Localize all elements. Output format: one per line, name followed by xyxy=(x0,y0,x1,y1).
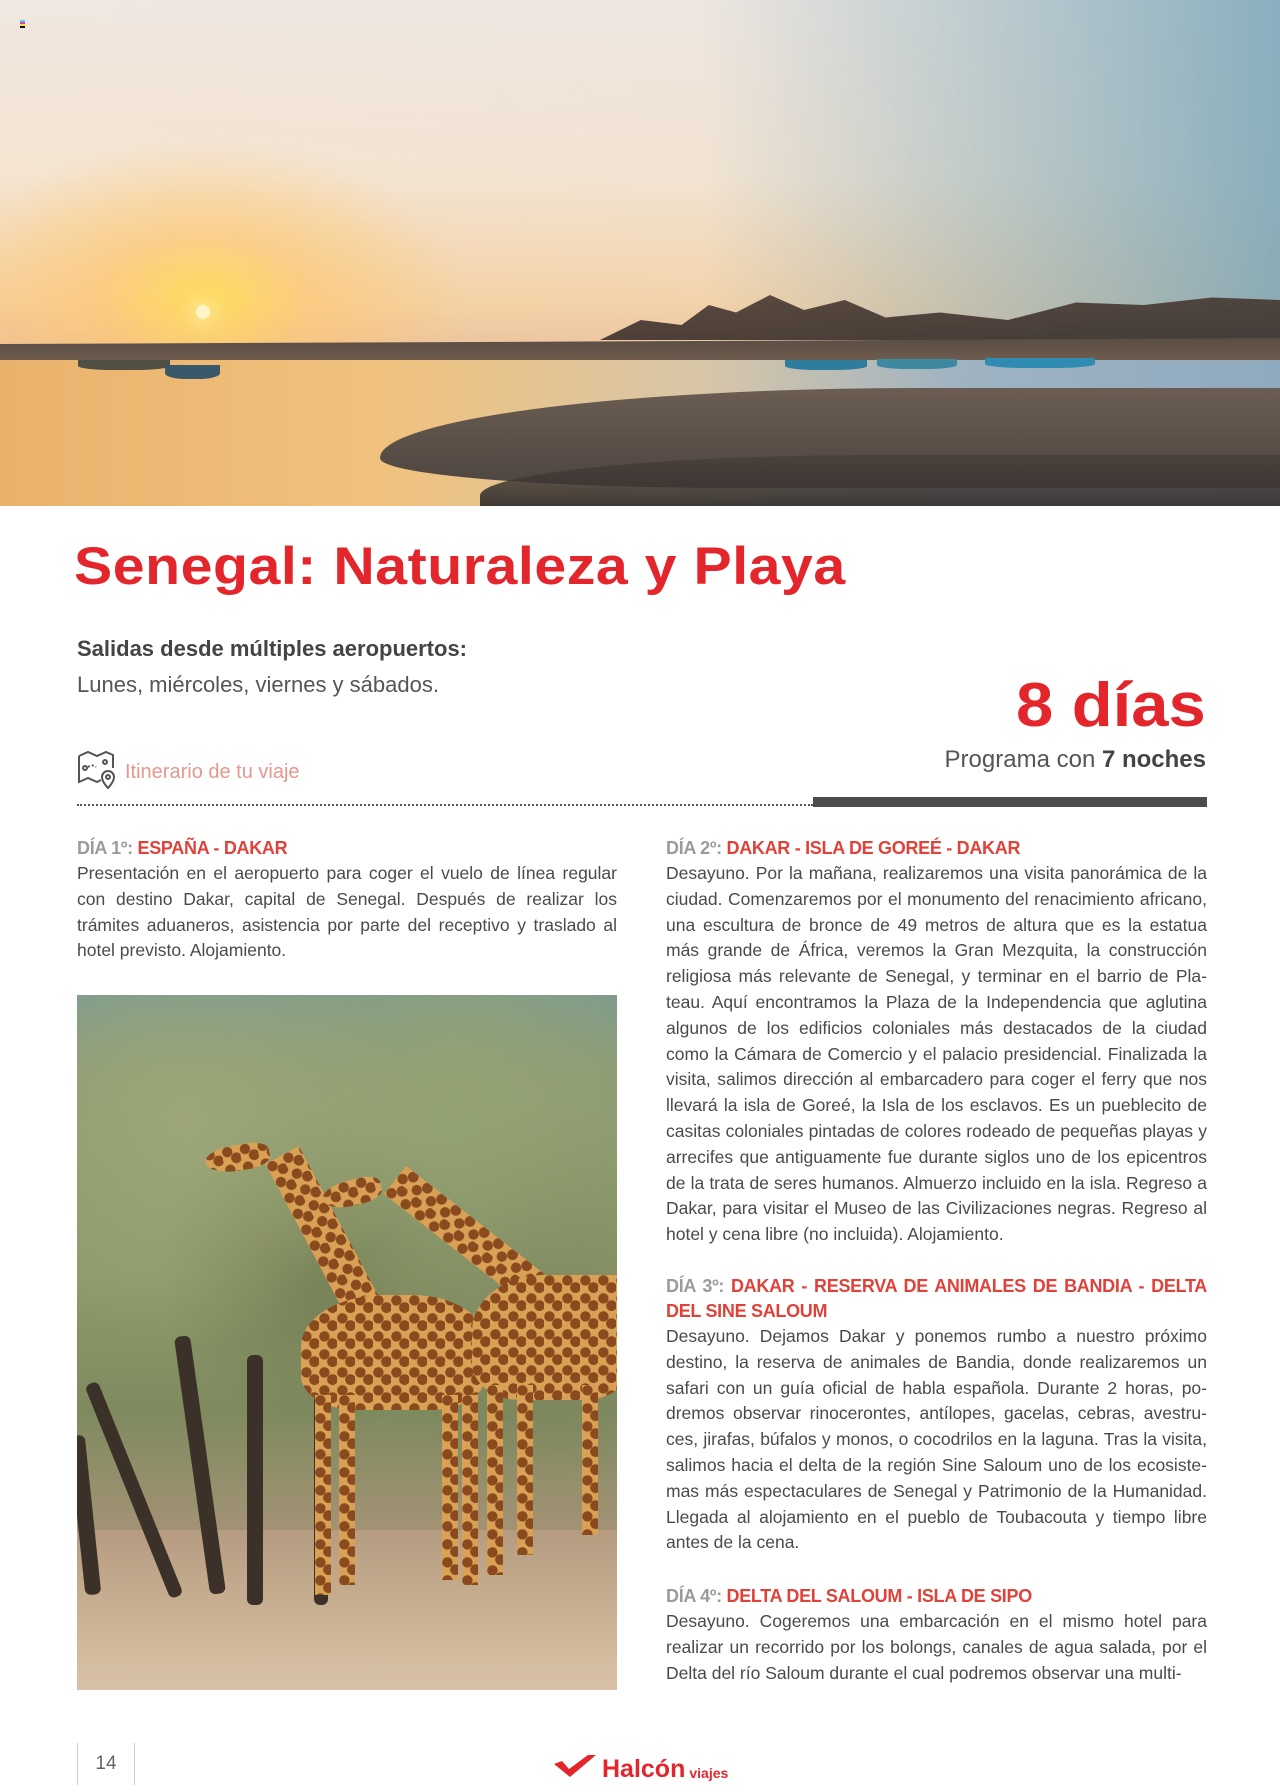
page-title: Senegal: Naturaleza y Playa xyxy=(74,537,846,596)
dotted-divider xyxy=(77,804,813,806)
program-nights-count: 7 noches xyxy=(1101,746,1206,773)
day-description: Desayuno. Cogeremos una embarcación en el mismo hotel para realizar un recorrido por los bolongs, canales de agua salada, por el Delta del río Saloum durante el cual podremos observar una multi- xyxy=(666,1611,1207,1683)
giraffe-photo xyxy=(77,995,617,1690)
day-number: DÍA 4º: xyxy=(666,1586,722,1606)
page-number: 14 xyxy=(77,1743,135,1785)
day-number: DÍA 2º: xyxy=(666,838,722,858)
day-entry-1 xyxy=(77,836,617,964)
hero-photo-sunset-beach xyxy=(0,0,1280,506)
print-color-bar xyxy=(20,20,25,28)
tree-trunk xyxy=(247,1355,263,1605)
giraffe-body xyxy=(301,1295,486,1410)
day-heading xyxy=(77,836,617,861)
logo-brand: Halcón xyxy=(602,1755,686,1783)
boat xyxy=(78,360,170,370)
day-route: DAKAR - RESERVA DE ANIMALES DE BANDIA - DELTA DEL SINE SALOUM xyxy=(666,1276,1207,1321)
sun xyxy=(196,305,210,319)
day-number: DÍA 3º: xyxy=(666,1276,725,1296)
giraffe-leg xyxy=(487,1385,503,1575)
day-heading xyxy=(666,1274,1207,1324)
giraffe-leg xyxy=(442,1395,458,1580)
section-bar xyxy=(813,797,1207,807)
day-heading xyxy=(666,1584,1207,1609)
trip-duration: 8 días xyxy=(1016,671,1206,740)
departure-days: Lunes, miércoles, viernes y sábados. xyxy=(77,672,439,697)
logo-subtitle: viajes xyxy=(689,1765,729,1781)
boat xyxy=(785,360,867,370)
day-entry-2 xyxy=(666,836,1207,1248)
departures-label: Salidas desde múltiples aeropuertos: xyxy=(77,636,468,661)
program-nights xyxy=(945,746,1206,774)
giraffe-leg xyxy=(315,1395,331,1595)
day-entry-3 xyxy=(666,1274,1207,1556)
day-entry-4 xyxy=(666,1584,1207,1686)
map-pin-icon xyxy=(77,750,119,795)
giraffe-leg xyxy=(517,1385,533,1555)
itinerary-label: Itinerario de tu viaje xyxy=(125,761,300,783)
day-description: Presentación en el aeropuerto para coger el vuelo de línea regular con destino Dakar, capital de Senegal. Después de realizar los trámites aduaneros, asistencia por parte del receptivo y traslado al hotel previsto. Alojamiento. xyxy=(77,863,617,961)
itinerary-heading xyxy=(77,750,300,795)
day-route: DAKAR - ISLA DE GOREÉ - DAKAR xyxy=(726,838,1021,858)
boat xyxy=(985,358,1095,368)
day-route: ESPAÑA - DAKAR xyxy=(137,838,288,858)
boat xyxy=(165,365,220,379)
tree-silhouette xyxy=(600,290,1280,340)
day-description: Desayuno. Dejamos Dakar y ponemos rumbo a nuestro próximo destino, la reserva de animales de Bandia, donde realizaremos un safari con un guía oficial de habla española. Durante 2 horas, podremos observar rinocerontes, antílopes, gacelas, cebras, avestruces, jirafas, búfalos y monos, o cocodrilos en la laguna. Tras la visita, salimos hacia el delta de la región Sine Saloum uno de los ecosistemas más espectaculares de Senegal y Patrimonio de la Humanidad. Llegada al alojamiento en el pueblo de Toubacouta y tiempo libre antes de la cena. xyxy=(666,1326,1207,1553)
boat xyxy=(877,359,957,369)
giraffe-leg xyxy=(582,1385,598,1535)
checkmark-logo-icon xyxy=(554,1755,598,1782)
halcon-viajes-logo xyxy=(554,1755,728,1782)
giraffe-leg xyxy=(339,1395,355,1585)
day-description: Desayuno. Por la mañana, realizaremos una visita panorámica de la ciudad. Comenzaremos por el monumento del renacimiento africano, una escultura de bronce de 49 metros de altura que es la estatua más grande de África, veremos la Gran Mezquita, la construcción religiosa más relevante de Senegal, y terminar en el barrio de Plateau. Aquí encontramos la Plaza de la Independencia que aglutina algunos de los edificios coloniales más destacados de la ciudad como la Cámara de Comercio y el palacio presidencial. Finalizada la visita, salimos dirección al embarcadero para coger el ferry que nos llevará la isla de Goreé, la Isla de los esclavos. Es un pueblecito de casitas coloniales pintadas de colores rodeado de pequeñas playas y arrecifes que antiguamente fue durante siglos uno de los epicentros de la trata de seres humanos. Almuerzo incluido en la isla. Regreso a Dakar, para visitar el Museo de las Civilizaciones negras. Regreso al hotel y cena libre (no incluida). Alojamiento. xyxy=(666,863,1207,1245)
day-heading xyxy=(666,836,1207,861)
giraffe-body xyxy=(472,1275,617,1400)
day-route: DELTA DEL SALOUM - ISLA DE SIPO xyxy=(726,1586,1032,1606)
day-number: DÍA 1º: xyxy=(77,838,133,858)
giraffe-leg xyxy=(462,1395,478,1585)
program-prefix: Programa con xyxy=(944,746,1102,773)
